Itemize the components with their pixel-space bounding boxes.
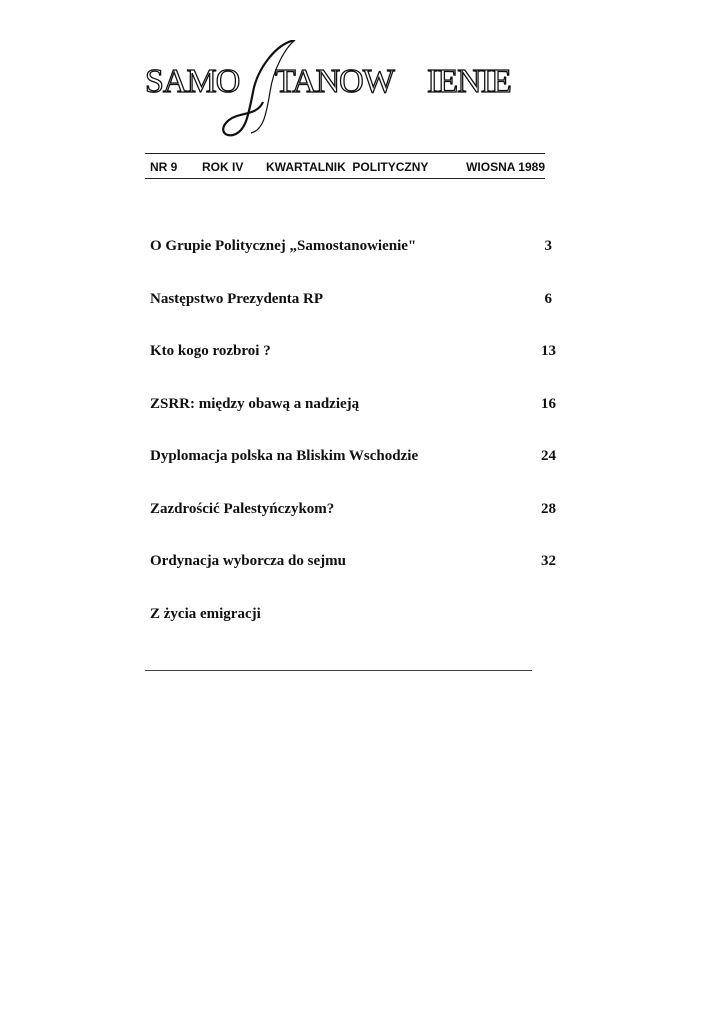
toc-entry[interactable] xyxy=(150,232,556,285)
issue-type: KWARTALNIK POLITYCZNY xyxy=(266,160,429,174)
toc-entry[interactable] xyxy=(150,337,556,390)
header-top-rule xyxy=(145,153,545,154)
header-bottom-rule xyxy=(145,178,545,179)
toc-entry-title: O Grupie Politycznej „Samostanowienie" xyxy=(150,238,417,254)
issue-number: NR 9 xyxy=(150,160,178,174)
toc-entry-page: 24 xyxy=(541,448,556,464)
toc-entry[interactable] xyxy=(150,600,556,653)
table-of-contents xyxy=(150,232,556,652)
toc-entry-title: Następstwo Prezydenta RP xyxy=(150,290,324,307)
toc-entry[interactable] xyxy=(150,285,556,338)
toc-entry-page: 13 xyxy=(541,343,556,359)
masthead-part-2: TANOW xyxy=(275,63,394,100)
toc-entry-title: Z życia emigracji xyxy=(150,605,261,622)
toc-entry[interactable] xyxy=(150,547,556,600)
toc-entry-title: Zazdrościć Palestyńczykom? xyxy=(150,500,335,517)
issue-year: ROK IV xyxy=(202,160,244,174)
masthead-part-3: IENIE xyxy=(427,63,511,100)
issue-info-line xyxy=(150,160,545,176)
toc-entry[interactable] xyxy=(150,390,556,443)
masthead-logo-graphic xyxy=(145,40,545,140)
toc-entry[interactable] xyxy=(150,495,556,548)
toc-entry-page: 6 xyxy=(544,290,552,307)
toc-entry-page: 3 xyxy=(544,238,552,254)
toc-entry-page: 16 xyxy=(541,395,556,412)
toc-entry-page: 32 xyxy=(541,553,556,569)
toc-entry-page: 28 xyxy=(541,500,556,517)
toc-entry-title: ZSRR: między obawą a nadzieją xyxy=(150,395,360,412)
masthead-part-1: SAMO xyxy=(145,63,240,100)
toc-entry[interactable] xyxy=(150,442,556,495)
toc-entry-title: Ordynacja wyborcza do sejmu xyxy=(150,553,346,569)
issue-season: WIOSNA 1989 xyxy=(466,160,545,174)
toc-entry-title: Kto kogo rozbroi ? xyxy=(150,343,271,359)
toc-entry-title: Dyplomacja polska na Bliskim Wschodzie xyxy=(150,448,419,464)
bottom-rule xyxy=(145,670,532,671)
masthead-logo xyxy=(145,40,545,140)
